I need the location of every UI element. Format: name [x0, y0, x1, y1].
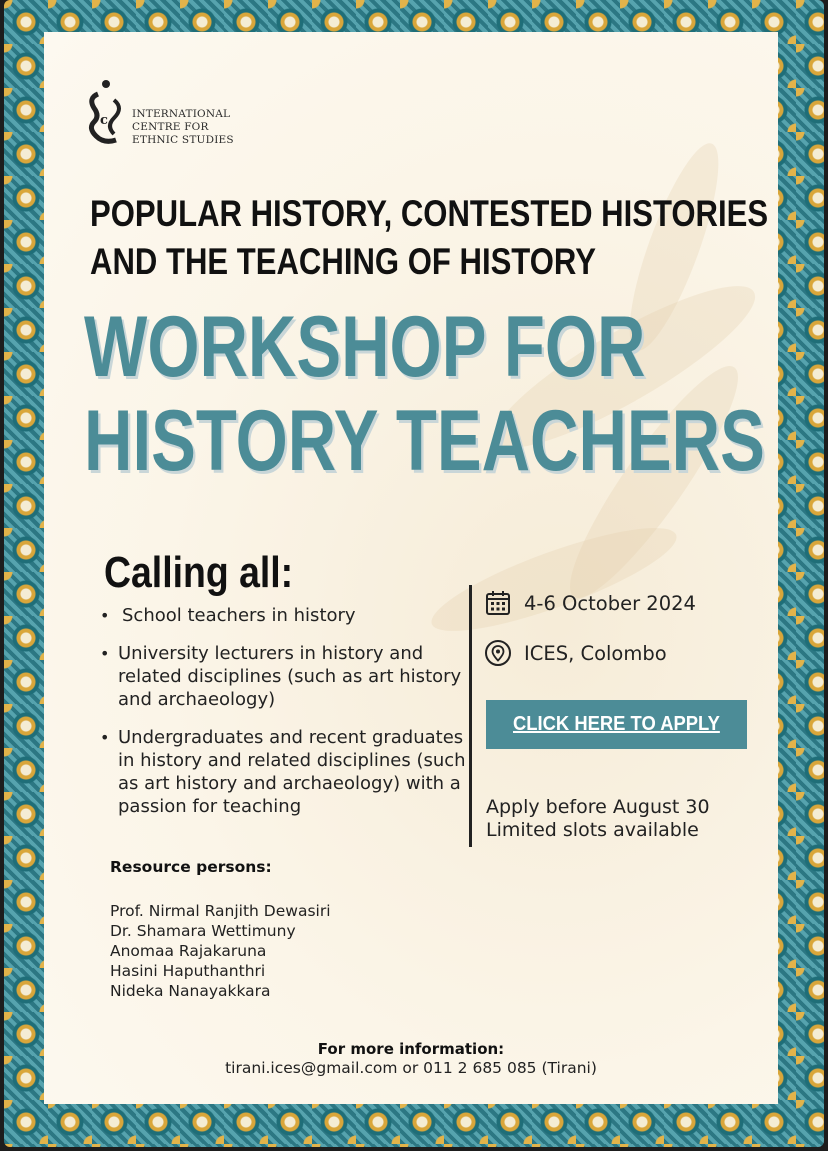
- audience-item: • Undergraduates and recent graduates in history and related disciplines (such as art history and archaeology) with a passion for teaching: [100, 726, 470, 818]
- apply-button-label: CLICK HERE TO APPLY: [513, 713, 720, 735]
- ices-logo: [84, 78, 244, 152]
- event-date-row: [484, 589, 696, 617]
- audience-list: [100, 604, 470, 833]
- resource-person: Prof. Nirmal Ranjith Dewasiri: [110, 902, 331, 920]
- organization-name-line: CENTRE FOR: [132, 121, 209, 133]
- ices-logo-mark: [84, 78, 128, 150]
- audience-heading: Calling all:: [104, 548, 294, 597]
- event-date: 4-6 October 2024: [524, 591, 696, 615]
- resource-persons-heading: Resource persons:: [110, 858, 272, 876]
- resource-person: Hasini Haputhanthri: [110, 962, 266, 980]
- svg-text:c: c: [100, 113, 108, 128]
- contact-details: tirani.ices@gmail.com or 011 2 685 085 (Tirani): [225, 1059, 597, 1077]
- event-headline-line: WORKSHOP FOR: [84, 299, 646, 395]
- event-subtitle-line: POPULAR HISTORY, CONTESTED HISTORIES: [90, 193, 769, 234]
- event-subtitle-line: AND THE TEACHING OF HISTORY: [90, 241, 596, 282]
- vertical-divider: [469, 585, 472, 847]
- contact-heading: For more information:: [317, 1040, 505, 1058]
- audience-item: • School teachers in history: [100, 604, 470, 627]
- resource-person: Dr. Shamara Wettimuny: [110, 922, 296, 940]
- event-headline-line: HISTORY TEACHERS: [84, 393, 765, 489]
- application-deadline: [486, 796, 710, 842]
- event-headline: [84, 300, 765, 488]
- organization-name-line: ETHNIC STUDIES: [132, 134, 234, 146]
- resource-person: Anomaa Rajakaruna: [110, 942, 267, 960]
- deadline-text: Apply before August 30: [486, 796, 710, 818]
- poster-panel: [44, 32, 778, 1104]
- apply-button[interactable]: [486, 700, 747, 749]
- location-pin-icon: [484, 639, 512, 667]
- event-location-row: [484, 639, 667, 667]
- calendar-icon: [484, 589, 512, 617]
- slots-text: Limited slots available: [486, 819, 699, 841]
- event-location: ICES, Colombo: [524, 641, 667, 665]
- organization-name: [132, 108, 234, 147]
- event-subtitle: [90, 190, 769, 286]
- organization-name-line: INTERNATIONAL: [132, 108, 231, 120]
- audience-item: • University lecturers in history and related disciplines (such as art history and archaeology): [100, 642, 470, 711]
- resource-person: Nideka Nanayakkara: [110, 982, 271, 1000]
- resource-persons-list: [110, 901, 331, 1001]
